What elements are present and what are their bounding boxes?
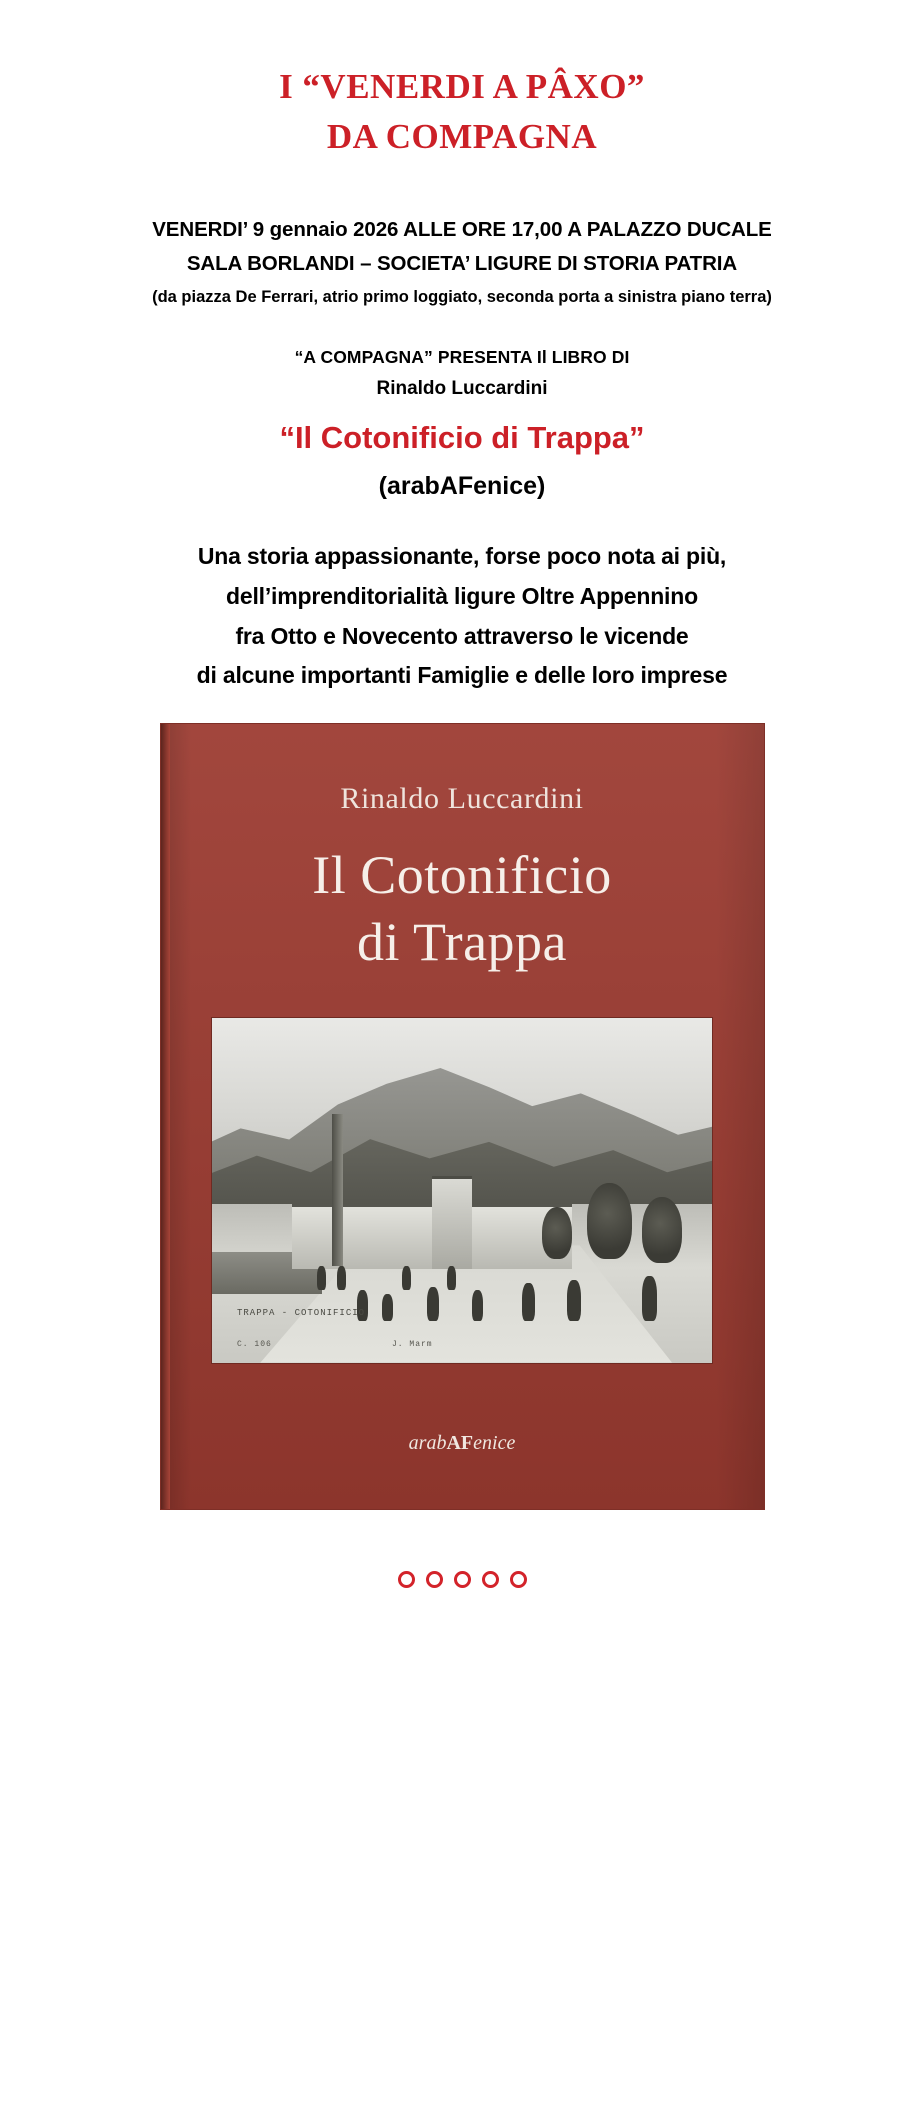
- description-line: di alcune importanti Famiglie e delle loro imprese: [196, 662, 728, 689]
- photo-figure: [447, 1266, 456, 1290]
- footer-dot: [426, 1571, 443, 1588]
- footer-dot: [510, 1571, 527, 1588]
- title-line-1: I “VENERDI A PÂXO”: [279, 67, 645, 106]
- description-line: fra Otto e Novecento attraverso le vicende: [235, 622, 689, 649]
- footer-dot: [482, 1571, 499, 1588]
- cover-photograph: [211, 1017, 713, 1364]
- description-line: dell’imprenditorialità ligure Oltre Appennino: [226, 583, 698, 610]
- cover-title-line-2: di Trappa: [356, 912, 568, 973]
- photo-caption-left: C. 106: [237, 1339, 272, 1349]
- event-details: [90, 213, 834, 310]
- photo-caption: TRAPPA - COTONIFICIO: [237, 1307, 366, 1318]
- description-line: Una storia appassionante, forse poco nota ai più,: [197, 543, 727, 570]
- cover-publisher-logo: [161, 1432, 764, 1455]
- presents-intro: “A COMPAGNA” PRESENTA Il LIBRO DI: [294, 347, 630, 368]
- photo-figure: [382, 1294, 393, 1322]
- book-title: “Il Cotonificio di Trappa”: [279, 420, 645, 456]
- spacer-description: [90, 696, 834, 724]
- book-cover-wrap: [90, 724, 834, 1509]
- event-access-note: (da piazza De Ferrari, atrio primo loggiato, seconda porta a sinistra piano terra): [152, 287, 772, 306]
- footer-dot: [398, 1571, 415, 1588]
- spacer-presentation: [90, 507, 834, 537]
- title-line-2: DA COMPAGNA: [326, 116, 598, 156]
- publisher-mid: AF: [446, 1431, 474, 1454]
- photo-factory-tower: [432, 1176, 472, 1269]
- event-room: SALA BORLANDI – SOCIETA’ LIGURE DI STORIA PATRIA: [186, 251, 738, 275]
- presentation-block: [90, 344, 834, 507]
- spacer-event: [90, 310, 834, 344]
- photo-figure: [522, 1283, 535, 1321]
- spacer-cover: [90, 1509, 834, 1571]
- photo-figure: [472, 1290, 483, 1321]
- book-cover-image: [161, 724, 764, 1509]
- publisher-suffix: enice: [473, 1431, 516, 1454]
- photo-tree: [542, 1207, 572, 1259]
- photo-figure: [317, 1266, 326, 1290]
- photo-tree: [587, 1183, 632, 1259]
- cover-spine: [161, 724, 170, 1509]
- footer-dot-row: [90, 1571, 834, 1628]
- publisher-prefix: arab: [408, 1431, 447, 1454]
- spacer-title: [90, 161, 834, 213]
- book-author: Rinaldo Luccardini: [376, 378, 548, 400]
- photo-figure: [427, 1287, 439, 1322]
- book-publisher: (arabAFenice): [378, 471, 546, 500]
- photo-figure: [337, 1266, 346, 1290]
- cover-author: Rinaldo Luccardini: [340, 781, 584, 815]
- photo-figure: [402, 1266, 411, 1290]
- cover-title-line-1: Il Cotonificio: [312, 844, 612, 905]
- book-description: [90, 537, 834, 695]
- event-date-venue: VENERDI’ 9 gennaio 2026 ALLE ORE 17,00 A PALAZZO DUCALE: [152, 218, 772, 242]
- photo-figure: [567, 1280, 581, 1321]
- poster-title: [90, 0, 834, 161]
- photo-tree: [642, 1197, 682, 1263]
- photo-caption-right: J. Marm: [392, 1339, 433, 1349]
- footer-dot: [454, 1571, 471, 1588]
- photo-factory-chimney: [332, 1114, 343, 1266]
- photo-figure: [642, 1276, 657, 1321]
